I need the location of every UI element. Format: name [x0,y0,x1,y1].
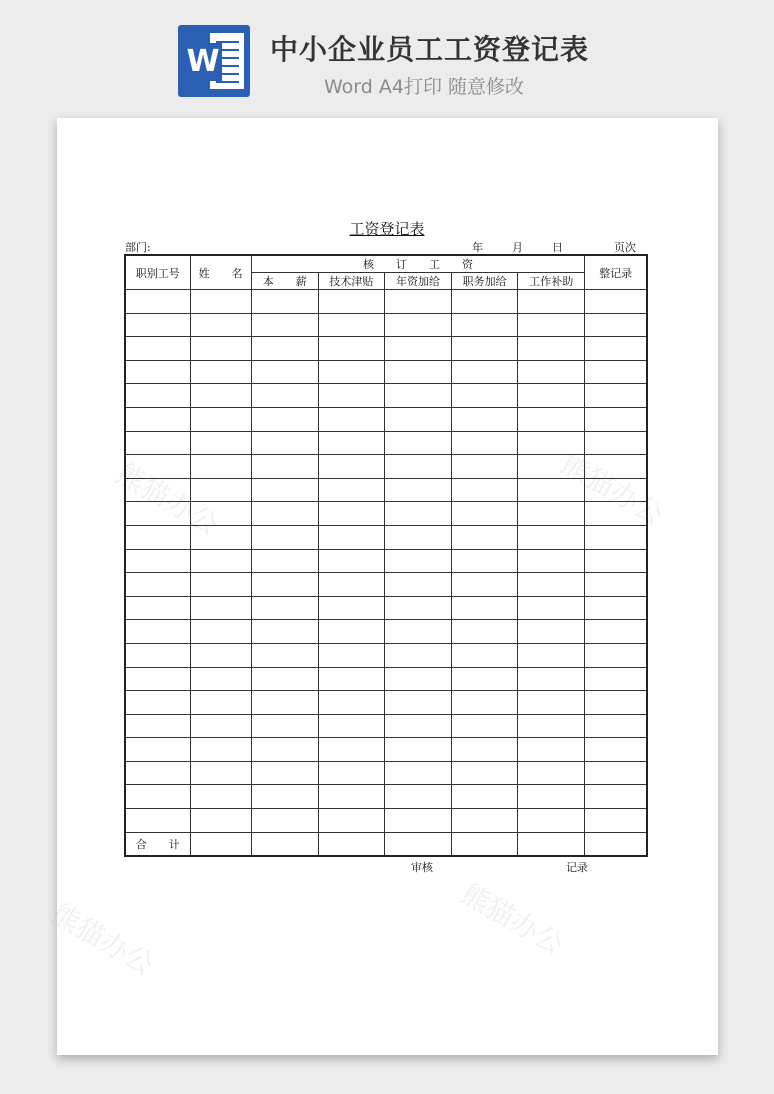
table-cell[interactable] [318,431,384,455]
table-row [125,337,647,361]
date-line [472,239,636,255]
table-cell[interactable] [585,620,647,644]
table-cell[interactable] [452,785,518,809]
table-cell[interactable] [190,596,251,620]
table-cell[interactable] [452,620,518,644]
year-label: 年 [472,241,483,254]
table-cell[interactable] [251,667,318,691]
col-header-seniority: 年资加给 [384,273,451,290]
table-cell[interactable] [125,714,190,738]
table-cell[interactable] [518,549,585,573]
table-cell[interactable] [585,431,647,455]
table-cell[interactable] [384,502,451,526]
table-cell[interactable] [518,691,585,715]
table-cell[interactable] [318,360,384,384]
word-icon [178,25,250,97]
table-cell[interactable] [190,549,251,573]
table-cell[interactable] [251,596,318,620]
table-cell[interactable] [251,809,318,833]
table-cell[interactable] [585,525,647,549]
table-cell[interactable] [318,761,384,785]
col-header-duty: 职务加给 [452,273,518,290]
table-cell[interactable] [585,313,647,337]
table-cell[interactable] [452,455,518,479]
watermark: 熊猫办公 [110,457,225,542]
table-row [125,313,647,337]
table-cell[interactable] [452,761,518,785]
table-cell[interactable] [125,785,190,809]
table-cell[interactable] [384,360,451,384]
table-cell[interactable] [585,691,647,715]
table-cell[interactable] [190,431,251,455]
table-cell[interactable] [518,573,585,597]
table-cell[interactable] [190,714,251,738]
form-title: 工资登记表 [349,220,425,238]
table-cell[interactable] [585,455,647,479]
table-cell[interactable] [190,360,251,384]
table-cell[interactable] [384,809,451,833]
table-cell[interactable] [384,431,451,455]
word-icon-letter: W [184,43,222,81]
table-cell[interactable] [318,290,384,314]
table-cell[interactable] [125,384,190,408]
total-cell[interactable] [251,832,318,856]
table-row [125,549,647,573]
table-cell[interactable] [585,596,647,620]
table-cell[interactable] [318,384,384,408]
table-row [125,431,647,455]
table-cell[interactable] [518,643,585,667]
header [0,0,774,118]
table-row [125,620,647,644]
table-cell[interactable] [125,502,190,526]
table-cell[interactable] [318,596,384,620]
table-cell[interactable] [190,667,251,691]
table-cell[interactable] [452,714,518,738]
total-label: 合 计 [125,832,190,856]
review-label: 审核 [411,861,433,874]
table-cell[interactable] [251,573,318,597]
total-cell[interactable] [318,832,384,856]
table-cell[interactable] [318,809,384,833]
table-cell[interactable] [125,643,190,667]
table-cell[interactable] [384,455,451,479]
table-cell[interactable] [251,455,318,479]
total-cell[interactable] [452,832,518,856]
table-row [125,761,647,785]
table-cell[interactable] [251,290,318,314]
table-cell[interactable] [318,573,384,597]
table-cell[interactable] [190,738,251,762]
table-cell[interactable] [452,596,518,620]
table-cell[interactable] [251,431,318,455]
table-cell[interactable] [384,667,451,691]
table-cell[interactable] [585,761,647,785]
col-header-base: 本 薪 [251,273,318,290]
table-cell[interactable] [585,384,647,408]
table-cell[interactable] [318,525,384,549]
table-cell[interactable] [518,360,585,384]
table-cell[interactable] [518,478,585,502]
table-cell[interactable] [125,455,190,479]
table-cell[interactable] [190,573,251,597]
table-cell[interactable] [518,714,585,738]
table-cell[interactable] [518,337,585,361]
table-cell[interactable] [452,431,518,455]
table-cell[interactable] [251,313,318,337]
table-row [125,384,647,408]
table-cell[interactable] [125,738,190,762]
page-subtitle: Word A4打印 随意修改 [324,76,525,98]
table-cell[interactable] [452,667,518,691]
table-row [125,455,647,479]
total-cell[interactable] [518,832,585,856]
table-cell[interactable] [518,525,585,549]
col-header-group: 核 订 工 资 [251,255,585,273]
table-cell[interactable] [125,360,190,384]
table-cell[interactable] [318,738,384,762]
table-cell[interactable] [585,714,647,738]
table-cell[interactable] [585,549,647,573]
table-cell[interactable] [518,620,585,644]
table-cell[interactable] [384,761,451,785]
table-cell[interactable] [585,785,647,809]
table-cell[interactable] [251,620,318,644]
total-cell[interactable] [585,832,647,856]
table-cell[interactable] [318,313,384,337]
table-cell[interactable] [585,502,647,526]
col-header-work: 工作补助 [518,273,585,290]
table-cell[interactable] [585,360,647,384]
table-cell[interactable] [518,761,585,785]
table-cell[interactable] [452,360,518,384]
table-cell[interactable] [318,502,384,526]
table-cell[interactable] [125,573,190,597]
page-label: 页次 [614,241,636,254]
table-row [125,691,647,715]
table-cell[interactable] [251,714,318,738]
table-cell[interactable] [518,455,585,479]
table-cell[interactable] [251,502,318,526]
table-cell[interactable] [251,785,318,809]
table-cell[interactable] [452,549,518,573]
table-cell[interactable] [125,478,190,502]
table-cell[interactable] [190,643,251,667]
table-cell[interactable] [518,738,585,762]
table-cell[interactable] [125,667,190,691]
table-cell[interactable] [384,549,451,573]
table-cell[interactable] [452,809,518,833]
day-label: 日 [552,241,563,254]
table-cell[interactable] [452,384,518,408]
table-row [125,573,647,597]
table-cell[interactable] [125,525,190,549]
table-cell[interactable] [190,407,251,431]
col-header-tech: 技术津贴 [318,273,384,290]
table-row [125,596,647,620]
watermark: 熊猫办公 [555,447,670,532]
table-cell[interactable] [190,337,251,361]
table-cell[interactable] [125,691,190,715]
table-cell[interactable] [190,691,251,715]
table-cell[interactable] [384,525,451,549]
col-header-name: 姓 名 [190,255,251,290]
table-cell[interactable] [452,738,518,762]
table-cell[interactable] [518,785,585,809]
table-cell[interactable] [251,643,318,667]
table-cell[interactable] [452,478,518,502]
table-cell[interactable] [125,290,190,314]
table-cell[interactable] [125,407,190,431]
table-cell[interactable] [585,290,647,314]
table-cell[interactable] [518,596,585,620]
table-cell[interactable] [251,738,318,762]
table-row [125,290,647,314]
table-cell[interactable] [518,313,585,337]
table-cell[interactable] [125,761,190,785]
table-cell[interactable] [318,407,384,431]
table-cell[interactable] [518,384,585,408]
table-cell[interactable] [318,643,384,667]
table-cell[interactable] [518,667,585,691]
dept-label: 部门: [125,241,151,254]
table-cell[interactable] [190,313,251,337]
watermark: 熊猫办公 [455,877,570,962]
document-page [45,118,718,1055]
table-cell[interactable] [125,337,190,361]
table-cell[interactable] [452,691,518,715]
table-cell[interactable] [384,596,451,620]
table-cell[interactable] [384,573,451,597]
table-cell[interactable] [384,313,451,337]
table-cell[interactable] [125,596,190,620]
table-cell[interactable] [251,384,318,408]
table-cell[interactable] [585,809,647,833]
table-row [125,738,647,762]
col-header-adjust: 整记录 [585,255,647,290]
table-row [125,714,647,738]
table-cell[interactable] [251,691,318,715]
table-row [125,525,647,549]
table-row [125,785,647,809]
table-row [125,809,647,833]
table-cell[interactable] [318,667,384,691]
table-cell[interactable] [251,407,318,431]
table-cell[interactable] [452,337,518,361]
table-cell[interactable] [384,714,451,738]
table-cell[interactable] [125,809,190,833]
table-cell[interactable] [318,455,384,479]
table-cell[interactable] [125,620,190,644]
table-row [125,502,647,526]
table-cell[interactable] [318,549,384,573]
salary-table [124,254,648,857]
table-cell[interactable] [190,620,251,644]
table-cell[interactable] [190,455,251,479]
table-cell[interactable] [384,643,451,667]
col-header-id: 职别工号 [125,255,190,290]
table-cell[interactable] [452,525,518,549]
table-cell[interactable] [190,525,251,549]
table-cell[interactable] [318,691,384,715]
table-cell[interactable] [384,478,451,502]
table-cell[interactable] [585,643,647,667]
table-cell[interactable] [125,431,190,455]
total-cell[interactable] [384,832,451,856]
table-cell[interactable] [585,738,647,762]
table-cell[interactable] [384,691,451,715]
total-row [125,832,647,856]
table-cell[interactable] [190,384,251,408]
record-label: 记录 [566,861,588,874]
total-cell[interactable] [190,832,251,856]
table-cell[interactable] [518,290,585,314]
table-cell[interactable] [518,431,585,455]
table-row [125,478,647,502]
table-cell[interactable] [452,313,518,337]
table-cell[interactable] [318,714,384,738]
table-cell[interactable] [452,290,518,314]
table-cell[interactable] [190,502,251,526]
table-cell[interactable] [318,478,384,502]
table-cell[interactable] [452,643,518,667]
table-cell[interactable] [585,407,647,431]
table-cell[interactable] [251,360,318,384]
table-cell[interactable] [125,313,190,337]
table-cell[interactable] [190,290,251,314]
table-cell[interactable] [452,502,518,526]
table-row [125,667,647,691]
table-cell[interactable] [125,549,190,573]
table-cell[interactable] [384,785,451,809]
table-row [125,407,647,431]
table-cell[interactable] [318,785,384,809]
table-row [125,360,647,384]
table-cell[interactable] [452,407,518,431]
table-cell[interactable] [518,809,585,833]
table-cell[interactable] [190,761,251,785]
table-cell[interactable] [585,573,647,597]
table-cell[interactable] [251,549,318,573]
table-cell[interactable] [585,667,647,691]
table-cell[interactable] [384,337,451,361]
table-cell[interactable] [190,478,251,502]
table-cell[interactable] [585,478,647,502]
table-cell[interactable] [518,407,585,431]
watermark: 熊猫办公 [45,897,160,982]
table-cell[interactable] [190,785,251,809]
table-cell[interactable] [251,478,318,502]
table-cell[interactable] [251,761,318,785]
month-label: 月 [512,241,523,254]
table-row [125,643,647,667]
table-cell[interactable] [585,337,647,361]
page-title: 中小企业员工工资登记表 [270,33,590,66]
table-cell[interactable] [318,337,384,361]
table-cell[interactable] [384,620,451,644]
table-cell[interactable] [452,573,518,597]
table-cell[interactable] [251,525,318,549]
table-cell[interactable] [518,502,585,526]
table-cell[interactable] [318,620,384,644]
table-cell[interactable] [384,290,451,314]
table-cell[interactable] [384,384,451,408]
table-cell[interactable] [384,738,451,762]
table-cell[interactable] [384,407,451,431]
table-cell[interactable] [190,809,251,833]
table-cell[interactable] [251,337,318,361]
